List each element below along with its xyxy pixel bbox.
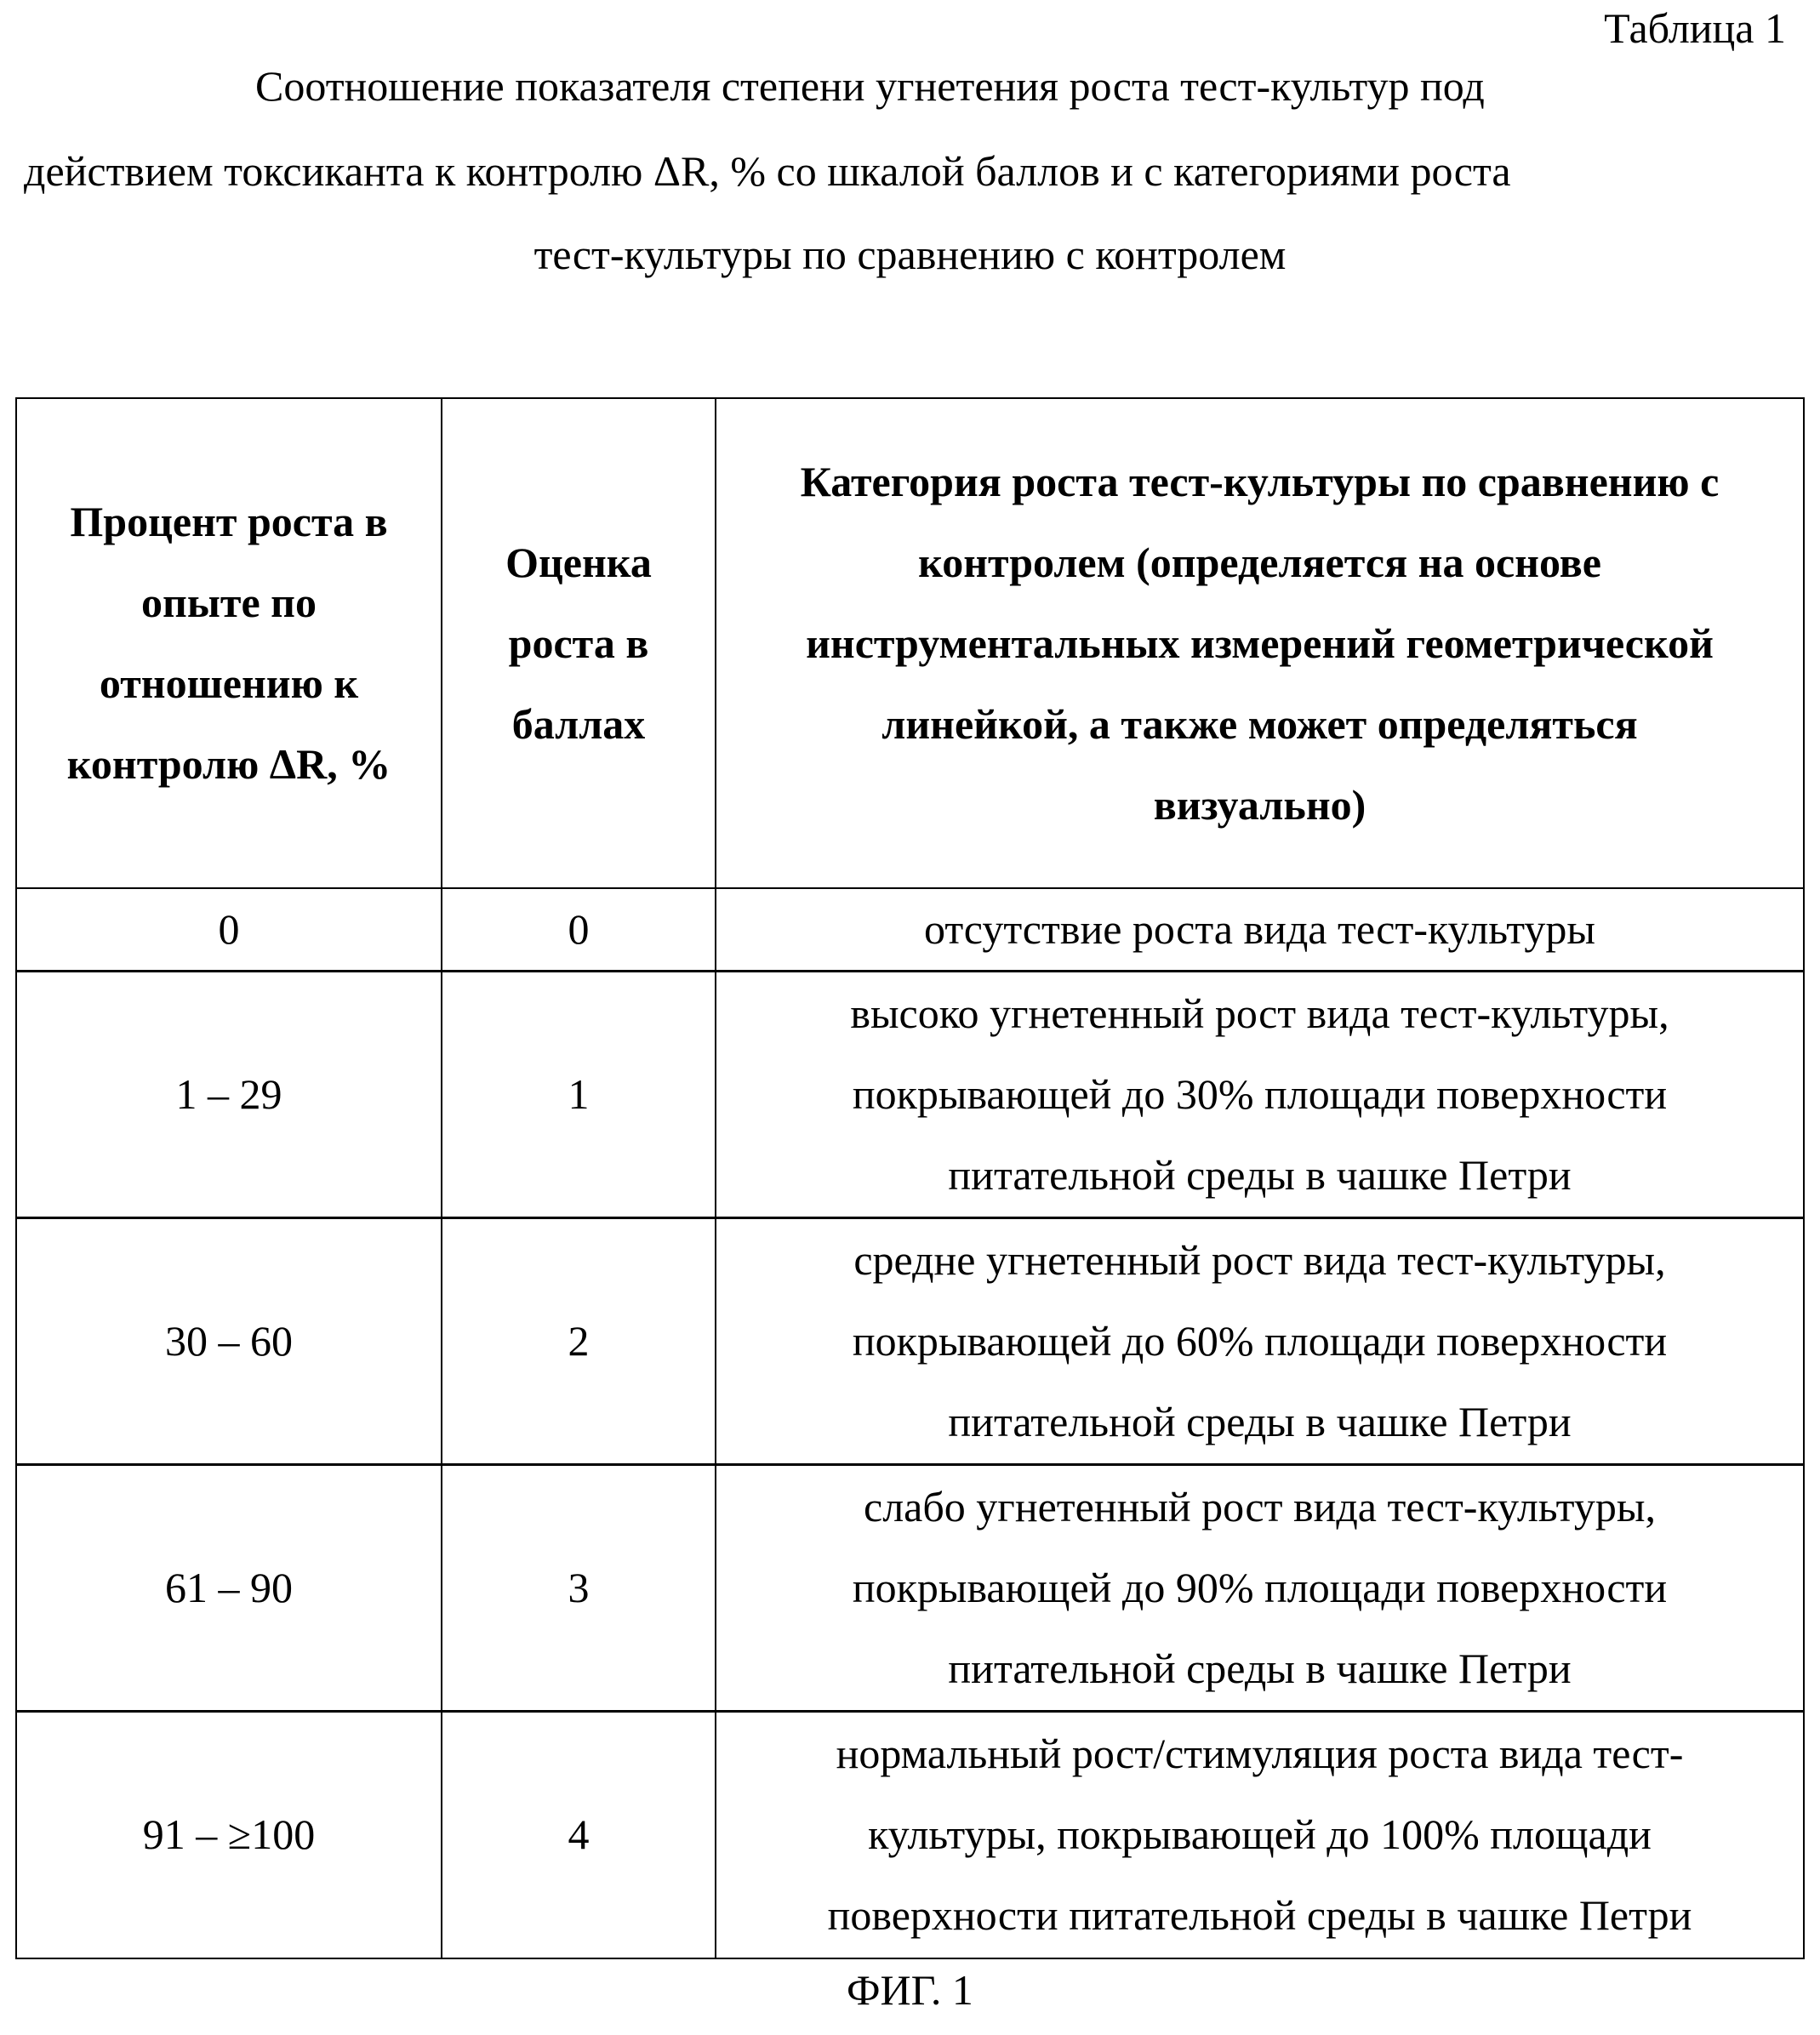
header-line: линейкой, а также может определяться [725,684,1794,765]
table-row [16,888,1804,972]
table-header-row [16,398,1804,888]
growth-category-table [15,397,1805,1959]
category-line: культуры, покрывающей до 100% площади [725,1794,1794,1875]
category-line: покрывающей до 90% площади поверхности [725,1548,1794,1628]
table-title-line-1: Соотношение показателя степени угнетения роста тест-культур под [255,61,1485,111]
header-percent [16,398,442,888]
header-line: опыте по [26,562,432,643]
cell-percent: 0 [16,888,442,972]
header-category [716,398,1804,888]
category-line: питательной среды в чашке Петри [725,1382,1794,1462]
table-row [16,1218,1804,1465]
cell-percent: 61 – 90 [16,1465,442,1712]
category-line: покрывающей до 60% площади поверхности [725,1301,1794,1382]
header-line: отношению к [26,643,432,724]
cell-category [716,972,1804,1218]
cell-score: 3 [442,1465,716,1712]
cell-percent: 30 – 60 [16,1218,442,1465]
category-line: покрывающей до 30% площади поверхности [725,1054,1794,1135]
cell-category [716,1712,1804,1958]
cell-score: 2 [442,1218,716,1465]
header-line: Процент роста в [26,482,432,562]
header-line: визуально) [725,765,1794,846]
cell-category [716,1218,1804,1465]
category-line: питательной среды в чашке Петри [725,1628,1794,1709]
cell-score: 1 [442,972,716,1218]
category-line: средне угнетенный рост вида тест-культуры, [725,1220,1794,1301]
cell-score: 0 [442,888,716,972]
table-number-label: Таблица 1 [1604,3,1786,53]
category-line: питательной среды в чашке Петри [725,1135,1794,1216]
category-line: слабо угнетенный рост вида тест-культуры, [725,1467,1794,1548]
cell-category [716,888,1804,972]
cell-score: 4 [442,1712,716,1958]
header-score [442,398,716,888]
figure-caption: ФИГ. 1 [0,1965,1820,2015]
cell-category [716,1465,1804,1712]
table-row [16,972,1804,1218]
table-row [16,1465,1804,1712]
header-line: инструментальных измерений геометрической [725,603,1794,684]
table-title-line-3: тест-культуры по сравнению с контролем [0,230,1820,279]
cell-percent: 1 – 29 [16,972,442,1218]
header-line: контролем (определяется на основе [725,522,1794,603]
category-line: отсутствие роста вида тест-культуры [725,889,1794,970]
header-line: роста в [451,603,706,684]
category-line: поверхности питательной среды в чашке Петри [725,1875,1794,1956]
category-line: нормальный рост/стимуляция роста вида тест- [725,1713,1794,1794]
header-line: Категория роста тест-культуры по сравнению с [725,442,1794,522]
header-line: баллах [451,684,706,765]
header-line: Оценка [451,522,706,603]
table-row [16,1712,1804,1958]
cell-percent: 91 – ≥100 [16,1712,442,1958]
table-title-line-2: действием токсиканта к контролю ΔR, % со шкалой баллов и с категориями роста [24,146,1511,196]
category-line: высоко угнетенный рост вида тест-культуры, [725,973,1794,1054]
header-line: контролю ΔR, % [26,724,432,805]
